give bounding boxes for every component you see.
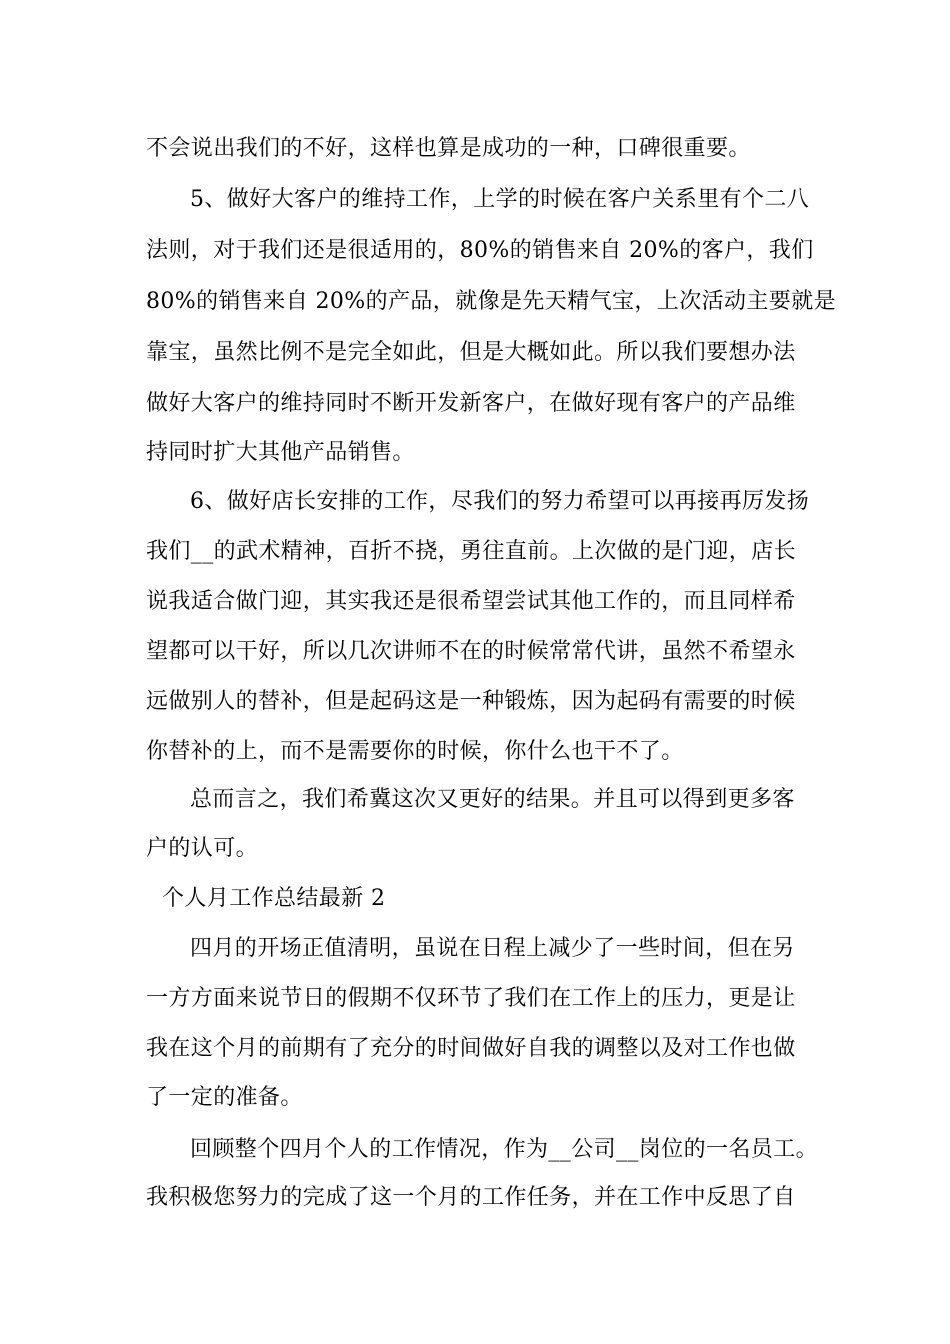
text-line: 户的认可。 — [146, 836, 259, 861]
text-line: 6、做好店长安排的工作，尽我们的努力希望可以再接再厉发扬 — [190, 489, 810, 514]
text-line: 不会说出我们的不好，这样也算是成功的一种，口碑很重要。 — [146, 136, 751, 161]
text-line: 了一定的准备。 — [146, 1085, 303, 1110]
text-line: 四月的开场正值清明，虽说在日程上减少了一些时间，但在另 — [190, 936, 795, 961]
text-line: 回顾整个四月个人的工作情况，作为__公司__岗位的一名员工。 — [190, 1137, 819, 1162]
text-line: 法则，对于我们还是很适用的，80%的销售来自 20%的客户，我们 — [146, 238, 814, 263]
text-line: 持同时扩大其他产品销售。 — [146, 440, 415, 465]
text-line: 80%的销售来自 20%的产品，就像是先天精气宝，上次活动主要就是 — [146, 289, 836, 314]
text-line: 我在这个月的前期有了充分的时间做好自我的调整以及对工作也做 — [146, 1036, 796, 1061]
text-line: 说我适合做门迎，其实我还是很希望尝试其他工作的，而且同样希 — [146, 589, 796, 614]
text-line: 你替补的上，而不是需要你的时候，你什么也干不了。 — [146, 739, 684, 764]
text-line: 我积极您努力的完成了这一个月的工作任务，并在工作中反思了自 — [146, 1185, 796, 1210]
text-line: 总而言之，我们希冀这次又更好的结果。并且可以得到更多客 — [190, 787, 795, 812]
text-line: 做好大客户的维持同时不断开发新客户，在做好现有客户的产品维 — [146, 391, 796, 416]
text-line: 一方方面来说节日的假期不仅环节了我们在工作上的压力，更是让 — [146, 986, 796, 1011]
text-line: 望都可以干好，所以几次讲师不在的时候常常代讲，虽然不希望永 — [146, 639, 796, 664]
text-line: 靠宝，虽然比例不是完全如此，但是大概如此。所以我们要想办法 — [146, 340, 796, 365]
section-heading: 个人月工作总结最新 2 — [162, 886, 386, 911]
text-line: 远做别人的替补，但是起码这是一种锻炼，因为起码有需要的时候 — [146, 689, 796, 714]
text-line: 5、做好大客户的维持工作，上学的时候在客户关系里有个二八 — [190, 187, 810, 212]
text-line: 我们__的武术精神，百折不挠，勇往直前。上次做的是门迎，店长 — [146, 539, 797, 564]
